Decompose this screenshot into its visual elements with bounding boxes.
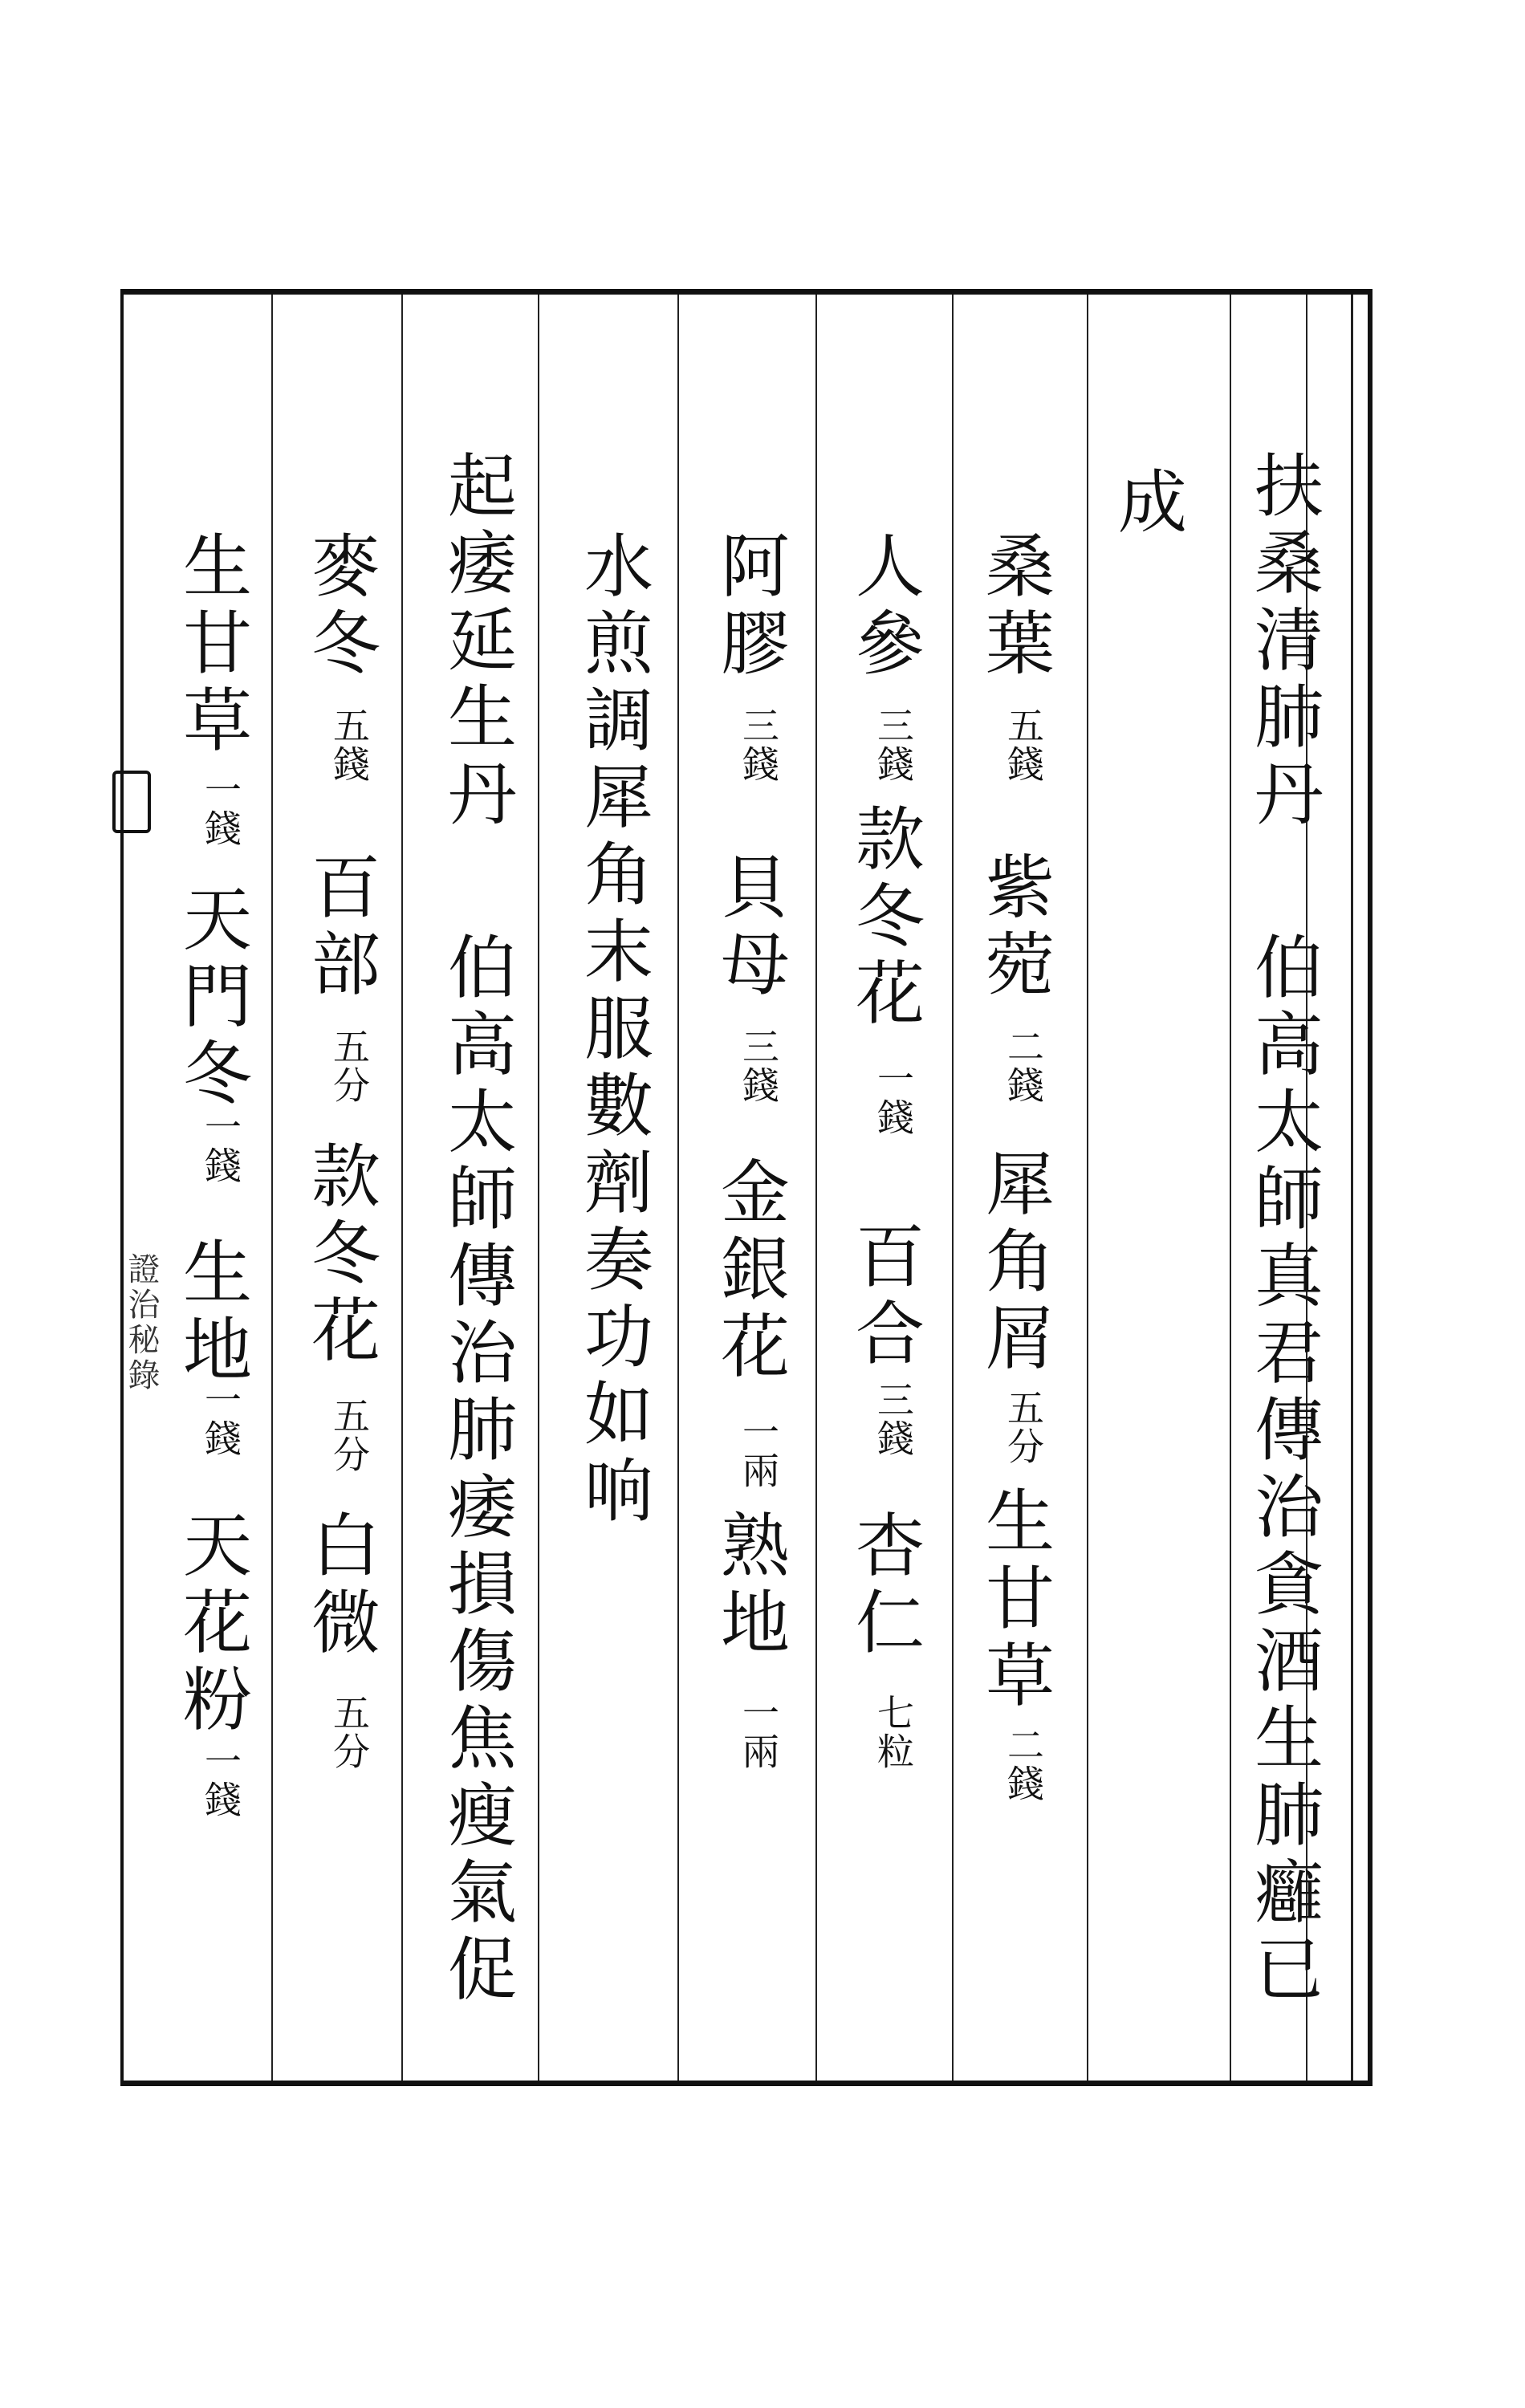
dosage-note: 一兩 <box>737 1694 780 1771</box>
dosage-note: 二錢 <box>1002 1027 1045 1104</box>
ingredient-line: 白微 <box>299 1509 380 1663</box>
dosage-note: 五分 <box>327 1397 371 1474</box>
attribution-continuation: 成 <box>1106 466 1186 543</box>
dosage-note: 五錢 <box>1002 706 1045 783</box>
dosage-note: 五錢 <box>327 706 371 783</box>
ingredient-line: 百合 <box>844 1220 924 1374</box>
recipe-title: 起痿延生丹 <box>436 449 516 835</box>
ingredient-line: 金銀花 <box>709 1156 789 1387</box>
recipe-attribution: 伯高太師真君傳治貪酒生肺癰已 <box>1242 931 1323 2010</box>
dosage-note: 五分 <box>1002 1389 1045 1466</box>
margin-title: 證治秘錄 <box>123 1252 160 1393</box>
column-rule <box>1087 295 1088 2081</box>
ingredient-line: 生甘草 <box>974 1485 1054 1716</box>
dosage-note: 三錢 <box>737 1027 780 1104</box>
ingredient-line: 貝母 <box>709 851 789 1005</box>
column-rule <box>271 295 273 2081</box>
ingredient-line: 杏仁 <box>844 1509 924 1663</box>
ingredient-line: 人參 <box>844 530 924 684</box>
recipe-attribution: 伯高太師傳治肺痿損傷焦瘦氣促 <box>436 931 516 2010</box>
dosage-note: 三錢 <box>737 706 780 783</box>
column-rule <box>401 295 403 2081</box>
ingredient-line: 款冬花 <box>844 803 924 1034</box>
dosage-note: 一錢 <box>872 1060 915 1137</box>
ingredient-line: 款冬花 <box>299 1140 380 1371</box>
ingredient-line: 生甘草 <box>171 530 251 761</box>
dosage-note: 三錢 <box>872 706 915 783</box>
ingredient-line: 生地 <box>171 1236 251 1390</box>
dosage-note: 五分 <box>327 1027 371 1104</box>
column-rule <box>677 295 679 2081</box>
ingredient-line: 阿膠 <box>709 530 789 684</box>
dosage-note: 二錢 <box>1002 1726 1045 1803</box>
column-rule <box>815 295 817 2081</box>
column-rule <box>538 295 539 2081</box>
dosage-note: 一錢 <box>199 771 242 848</box>
dosage-note: 五分 <box>327 1694 371 1771</box>
dosage-note: 三錢 <box>872 1381 915 1458</box>
dosage-note: 一兩 <box>737 1413 780 1490</box>
ingredient-line: 犀角屑 <box>974 1148 1054 1379</box>
dosage-note: 一錢 <box>199 1381 242 1458</box>
ingredient-line: 百部 <box>299 851 380 1005</box>
dosage-note: 七粒 <box>872 1694 915 1771</box>
column-rule <box>1230 295 1231 2081</box>
ingredient-line: 天門冬 <box>171 883 251 1114</box>
column-rule <box>952 295 954 2081</box>
ingredient-line: 桑葉 <box>974 530 1054 684</box>
ingredient-line: 麥冬 <box>299 530 380 684</box>
fishtail-mark <box>112 771 151 833</box>
recipe-title: 扶桑清肺丹 <box>1242 449 1323 835</box>
dosage-note: 一錢 <box>199 1108 242 1185</box>
dosage-note: 一錢 <box>199 1742 242 1819</box>
ingredient-line: 熟地 <box>709 1509 789 1663</box>
ingredient-line: 紫菀 <box>974 851 1054 1005</box>
frame-inner-rule <box>1351 295 1353 2081</box>
ingredient-line: 天花粉 <box>171 1509 251 1740</box>
instructions-line: 水煎調犀角末服數劑奏功如响 <box>572 530 653 1531</box>
